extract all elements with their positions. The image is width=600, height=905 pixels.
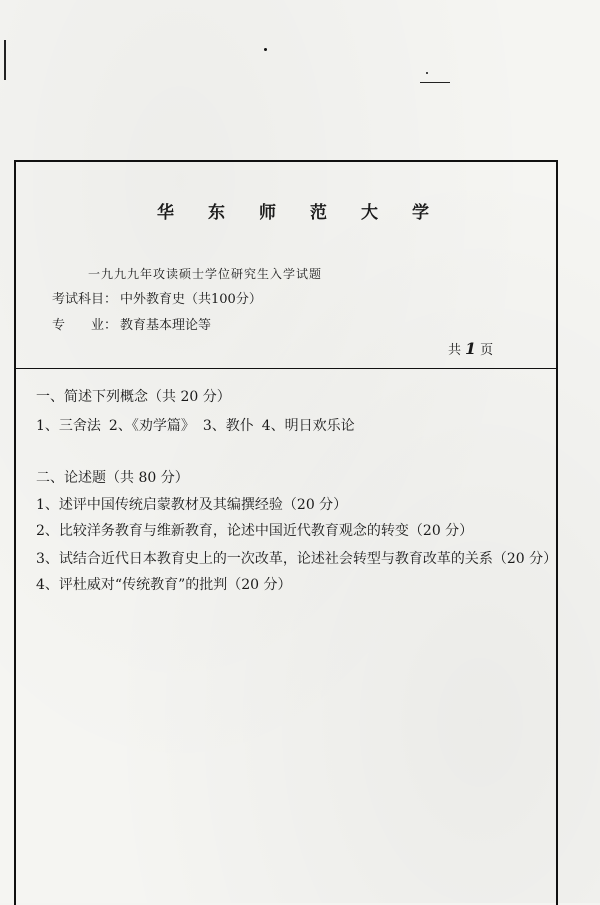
scan-edge-mark [420, 82, 450, 83]
essay-question: 3、试结合近代日本教育史上的一次改革，论述社会转型与教育改革的关系（20 分） [36, 551, 558, 567]
concept-item: 4、明日欢乐论 [261, 418, 355, 434]
section1-heading: 一、简述下列概念（共 20 分） [36, 389, 231, 405]
page-count [448, 339, 493, 358]
concept-item: 3、教仆 [202, 418, 254, 434]
subject-label: 考试科目： [52, 292, 118, 307]
page-count-suffix: 页 [480, 343, 494, 358]
exam-major [52, 314, 211, 333]
scan-edge-mark [4, 40, 6, 80]
concept-item: 2、《劝学篇》 [108, 418, 195, 434]
major-value: 教育基本理论等 [120, 318, 212, 333]
subject-value: 中外教育史（共100分） [120, 292, 262, 307]
major-label: 专 业： [52, 318, 118, 333]
scan-speck [264, 48, 267, 51]
page-count-number: 1 [465, 339, 477, 358]
essay-question: 1、述评中国传统启蒙教材及其编撰经验（20 分） [36, 497, 348, 513]
essay-question: 2、比较洋务教育与维新教育，论述中国近代教育观念的转变（20 分） [36, 523, 474, 539]
exam-title: 一九九九年攻读硕士学位研究生入学试题 [88, 267, 323, 281]
concept-item: 1、三舍法 [36, 418, 101, 434]
scan-speck [426, 72, 428, 74]
page-count-prefix: 共 [448, 343, 462, 358]
university-title: 华东师范大学 [157, 203, 463, 223]
header-divider [14, 368, 556, 369]
section2-heading: 二、论述题（共 80 分） [36, 470, 189, 486]
concept-list [36, 415, 355, 435]
essay-question: 4、评杜威对“传统教育”的批判（20 分） [36, 577, 292, 593]
exam-subject [52, 288, 262, 307]
